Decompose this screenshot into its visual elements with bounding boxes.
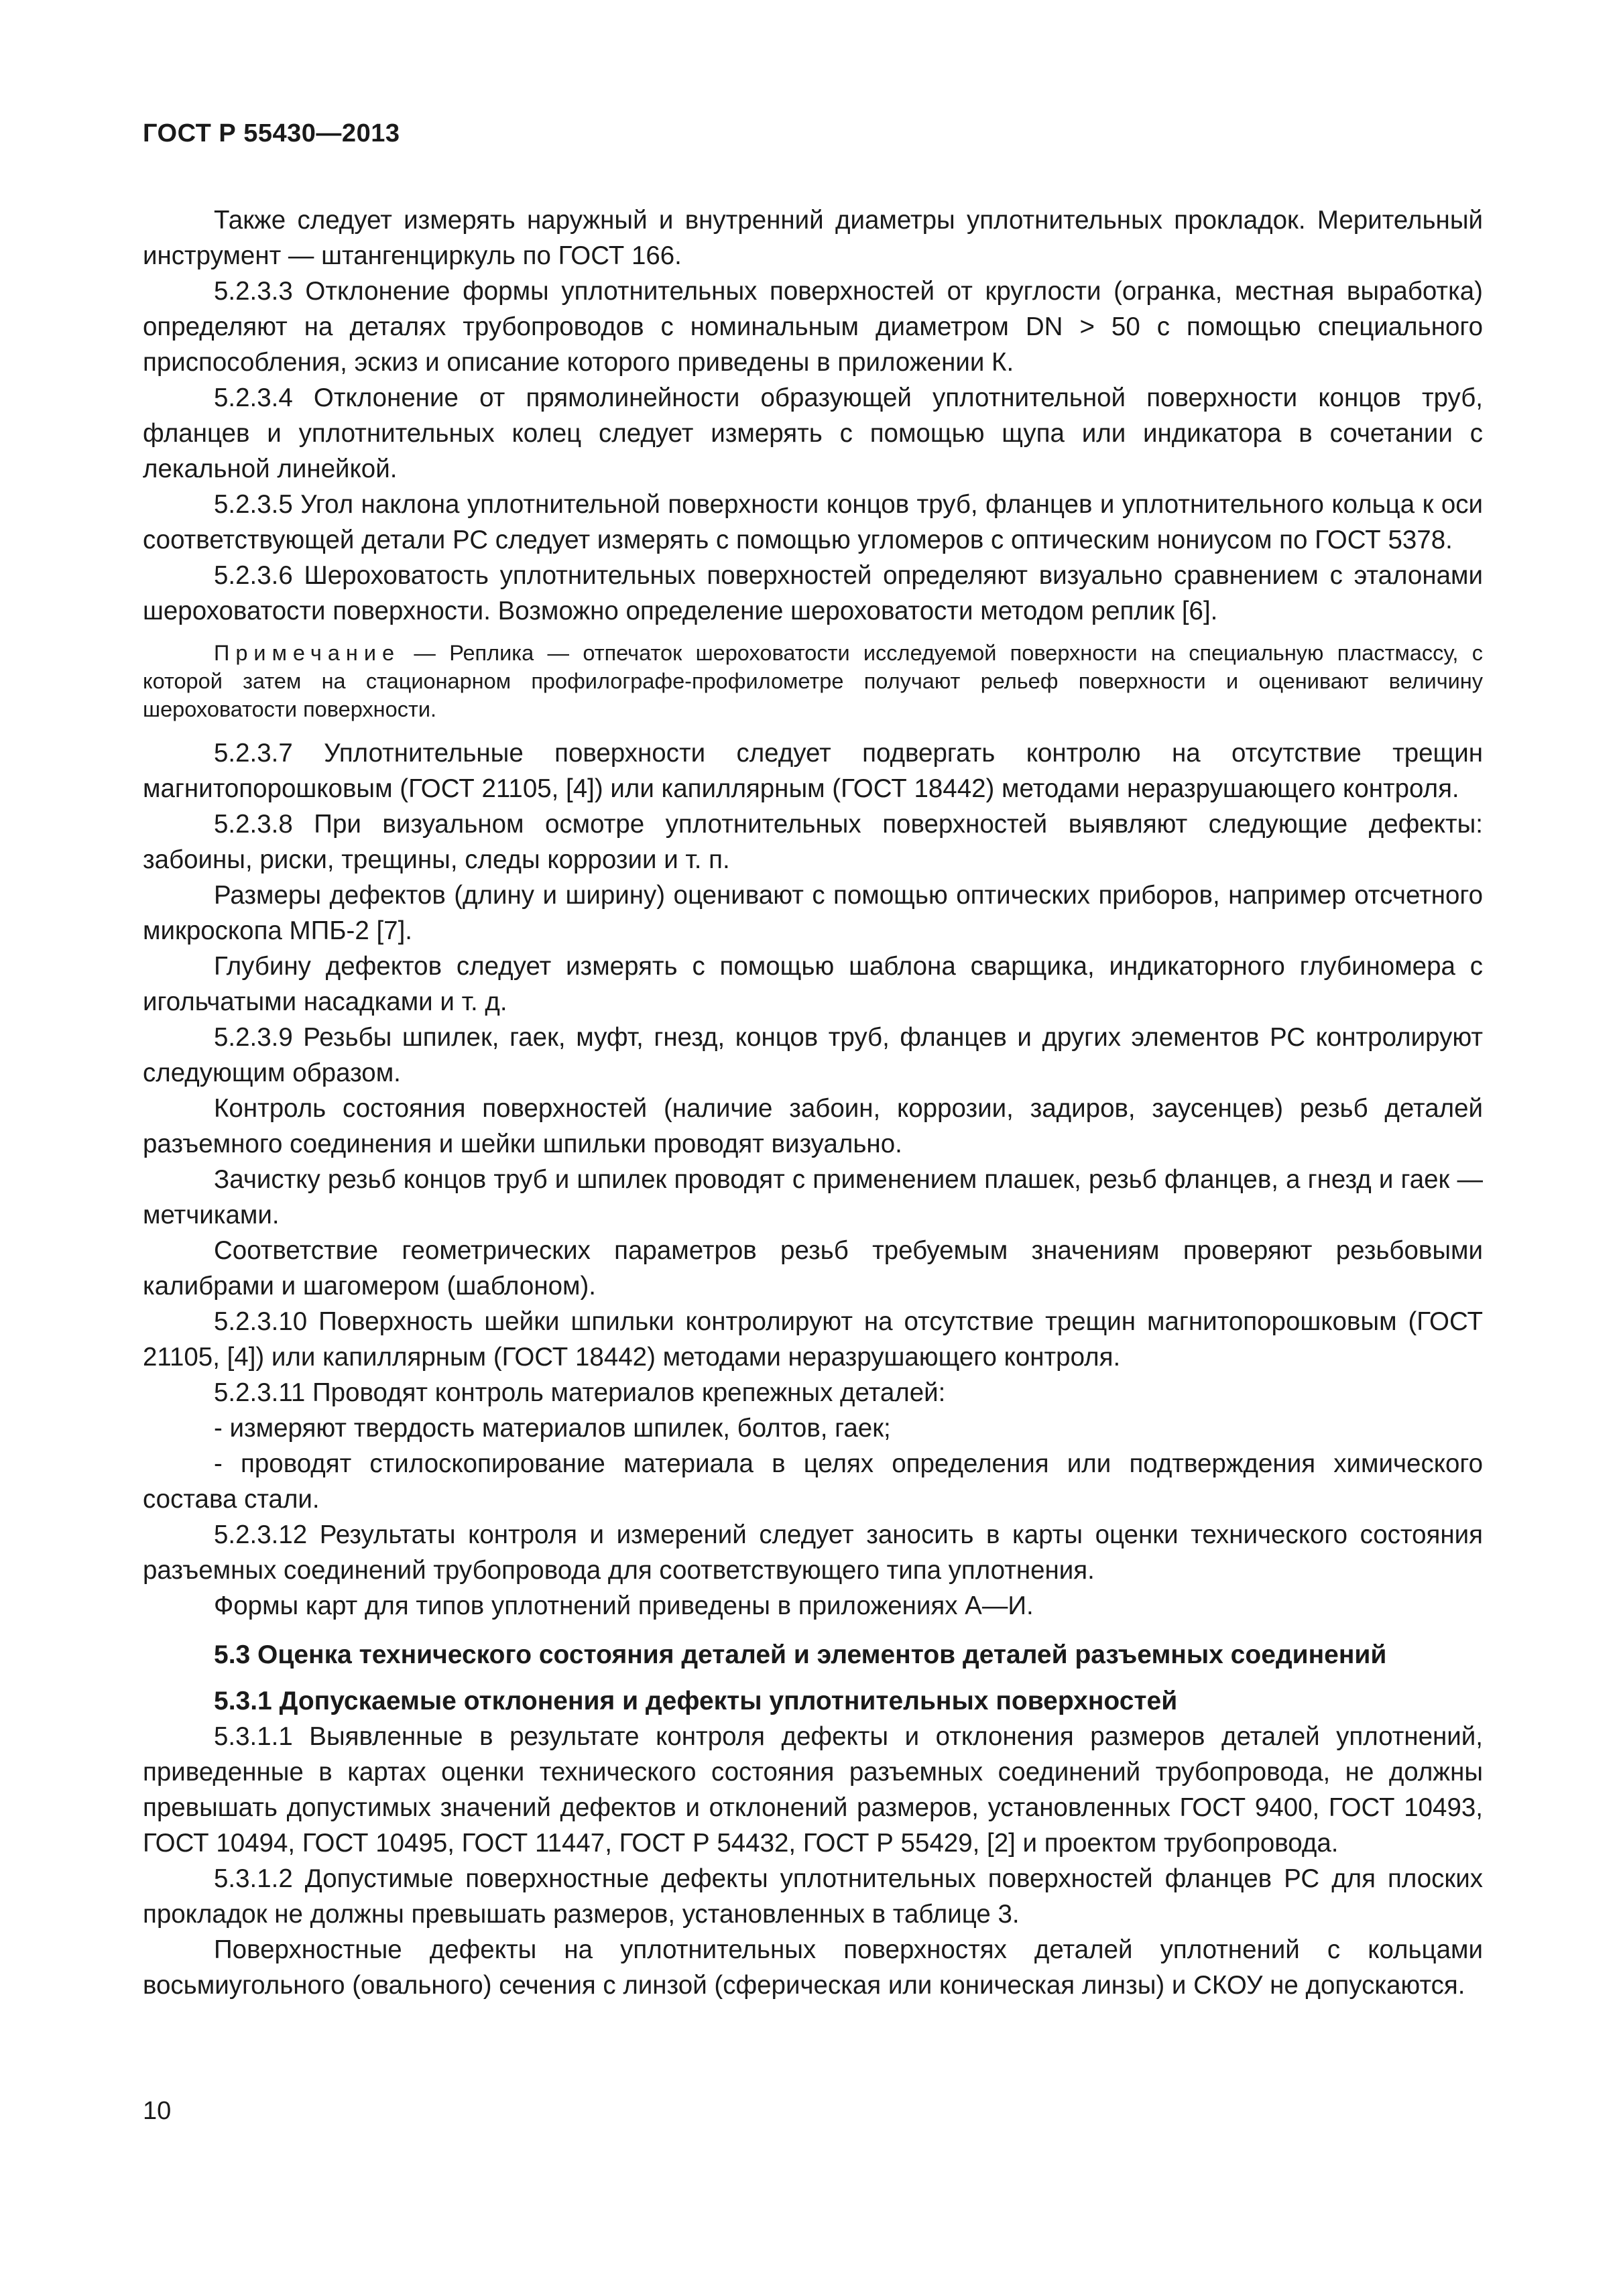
paragraph: Поверхностные дефекты на уплотнительных поверхностях деталей уплотнений с кольцами восьмиугольного (овального) сечения с линзой (сферическая или коническая линзы) и СКОУ не допускаются.: [143, 1935, 1483, 2000]
document-body: [143, 202, 1483, 2003]
paragraph: 5.2.3.9 Резьбы шпилек, гаек, муфт, гнезд, концов труб, фланцев и других элементов РС контролируют следующим образом.: [143, 1023, 1483, 1087]
paragraph: 5.2.3.6 Шероховатость уплотнительных поверхностей определяют визуально сравнением с эталонами шероховатости поверхности. Возможно определение шероховатости методом реплик [6].: [143, 561, 1483, 625]
page-header: ГОСТ Р 55430—2013: [143, 119, 400, 147]
paragraph: 5.2.3.8 При визуальном осмотре уплотнительных поверхностей выявляют следующие дефекты: забоины, риски, трещины, следы коррозии и т. п.: [143, 810, 1483, 874]
list-item: - проводят стилоскопирование материала в целях определения или подтверждения химического состава стали.: [143, 1449, 1483, 1514]
paragraph: 5.2.3.12 Результаты контроля и измерений следует заносить в карты оценки технического состояния разъемных соединений трубопровода для соответствующего типа уплотнения.: [143, 1520, 1483, 1585]
page-number: 10: [143, 2097, 172, 2125]
paragraph: 5.2.3.5 Угол наклона уплотнительной поверхности концов труб, фланцев и уплотнительного кольца к оси соответствующей детали РС следует измерять с помощью угломеров с оптическим нониусом по ГОСТ 5378.: [143, 490, 1483, 554]
paragraph: 5.2.3.4 Отклонение от прямолинейности образующей уплотнительной поверхности концов труб, фланцев и уплотнительных колец следует измерять с помощью щупа или индикатора в сочетании с лекальной линейкой.: [143, 383, 1483, 483]
paragraph: Соответствие геометрических параметров резьб требуемым значениям проверяют резьбовыми калибрами и шагомером (шаблоном).: [143, 1236, 1483, 1301]
paragraph: Также следует измерять наружный и внутренний диаметры уплотнительных прокладок. Мерительный инструмент — штангенциркуль по ГОСТ 166.: [143, 206, 1483, 270]
paragraph: Зачистку резьб концов труб и шпилек проводят с применением плашек, резьб фланцев, а гнезд и гаек — метчиками.: [143, 1165, 1483, 1229]
paragraph: Формы карт для типов уплотнений приведены в приложениях А—И.: [214, 1591, 1034, 1620]
paragraph: Контроль состояния поверхностей (наличие забоин, коррозии, задиров, заусенцев) резьб деталей разъемного соединения и шейки шпильки проводят визуально.: [143, 1094, 1483, 1158]
list-item: - измеряют твердость материалов шпилек, болтов, гаек;: [214, 1414, 891, 1443]
note-text: — Реплика — отпечаток шероховатости исследуемой поверхности на специальную пластмассу, с которой затем на стационарном профилографе-профилометре получают рельеф поверхности и оценивают величину шероховатости поверхности.: [143, 641, 1483, 721]
note-label: Примечание: [214, 641, 401, 665]
paragraph: 5.2.3.7 Уплотнительные поверхности следует подвергать контролю на отсутствие трещин магнитопорошковым (ГОСТ 21105, [4]) или капиллярным (ГОСТ 18442) методами неразрушающего контроля.: [143, 739, 1483, 803]
paragraph: Глубину дефектов следует измерять с помощью шаблона сварщика, индикаторного глубиномера с игольчатыми насадками и т. д.: [143, 952, 1483, 1016]
note: [143, 639, 1483, 723]
paragraph: Размеры дефектов (длину и ширину) оценивают с помощью оптических приборов, например отсчетного микроскопа МПБ-2 [7].: [143, 881, 1483, 945]
paragraph: 5.2.3.3 Отклонение формы уплотнительных поверхностей от круглости (огранка, местная выработка) определяют на деталях трубопроводов с номинальным диаметром DN > 50 с помощью специального приспособления, эскиз и описание которого приведены в приложении К.: [143, 277, 1483, 377]
paragraph: 5.2.3.10 Поверхность шейки шпильки контролируют на отсутствие трещин магнитопорошковым (ГОСТ 21105, [4]) или капиллярным (ГОСТ 18442) методами неразрушающего контроля.: [143, 1307, 1483, 1372]
paragraph: 5.3.1.1 Выявленные в результате контроля дефекты и отклонения размеров деталей уплотнений, приведенные в картах оценки технического состояния разъемных соединений трубопровода, не должны превышать допустимых значений дефектов и отклонений размеров, установленных ГОСТ 9400, ГОСТ 10493, ГОСТ 10494, ГОСТ 10495, ГОСТ 11447, ГОСТ Р 54432, ГОСТ Р 55429, [2] и проектом трубопровода.: [143, 1722, 1483, 1858]
paragraph: 5.3.1.2 Допустимые поверхностные дефекты уплотнительных поверхностей фланцев РС для плоских прокладок не должны превышать размеров, установленных в таблице 3.: [143, 1864, 1483, 1929]
subsection-heading: 5.3.1 Допускаемые отклонения и дефекты уплотнительных поверхностей: [214, 1687, 1178, 1715]
paragraph: 5.2.3.11 Проводят контроль материалов крепежных деталей:: [214, 1378, 946, 1407]
section-heading: 5.3 Оценка технического состояния деталей и элементов деталей разъемных соединений: [214, 1640, 1387, 1669]
